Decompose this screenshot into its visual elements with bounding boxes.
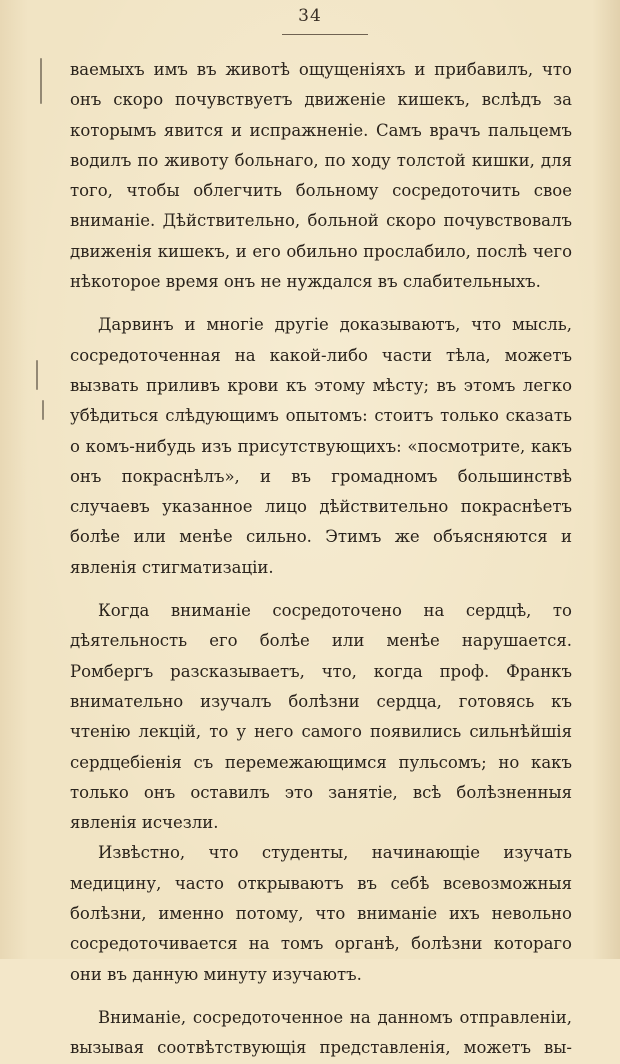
margin-mark	[36, 360, 38, 390]
body-text	[70, 55, 572, 1064]
paragraph-continuation: ваемыхъ имъ въ животѣ ощущеніяхъ и прибавилъ, что онъ скоро почувствуетъ движеніе кишекъ, вслѣдъ за которымъ явится и испражненіе. Самъ врачъ пальцемъ водилъ по животу больнаго, по ходу толстой кишки, для того, чтобы облегчить больному сосредоточить свое вниманіе. Дѣйствительно, больной скоро почувствовалъ движенія кишекъ, и его обильно прослабило, послѣ чего нѣкоторое время онъ не нуждался въ слабительныхъ.	[70, 60, 572, 292]
paragraph-heart: Когда вниманіе сосредоточено на сердцѣ, то дѣятельность его болѣе или менѣе нарушается. Ромбергъ разсказываетъ, что, когда проф. Франкъ внимательно изучалъ болѣзни сердца, готовясь къ чтенію лекцій, то у него самого появились сильнѣйшія сердцебіенія съ перемежающимся пульсомъ; но какъ только онъ оставилъ это занятіе, всѣ болѣзненныя явленія исчезли.	[70, 601, 572, 833]
paragraph-attention: Вниманіе, сосредоточенное на данномъ отправленіи, вызывая соотвѣтствующія представленія, можетъ вы-	[70, 1007, 572, 1058]
margin-mark	[42, 400, 44, 420]
header-rule	[282, 34, 368, 35]
margin-mark	[40, 58, 42, 104]
paragraph-darwin: Дарвинъ и многіе другіе доказываютъ, что мысль, сосредоточенная на какой-либо части тѣла, можетъ вызвать приливъ крови къ этому мѣсту; въ этомъ легко убѣдиться слѣдующимъ опытомъ: стоитъ только сказать о комъ-нибудь изъ присутствующихъ: «посмотрите, какъ онъ покраснѣлъ», и въ громадномъ большинствѣ случаевъ указанное лицо дѣйствительно покраснѣетъ болѣе или менѣе сильно. Этимъ же объясняются и явленія стигматизаціи.	[70, 315, 572, 577]
page-number: 34	[298, 6, 322, 26]
paragraph-students: Извѣстно, что студенты, начинающіе изучать медицину, часто открываютъ въ себѣ всевозможныя болѣзни, именно потому, что вниманіе ихъ невольно сосредоточивается на томъ органѣ, болѣзни котораго они въ данную минуту изучаютъ.	[70, 843, 572, 984]
